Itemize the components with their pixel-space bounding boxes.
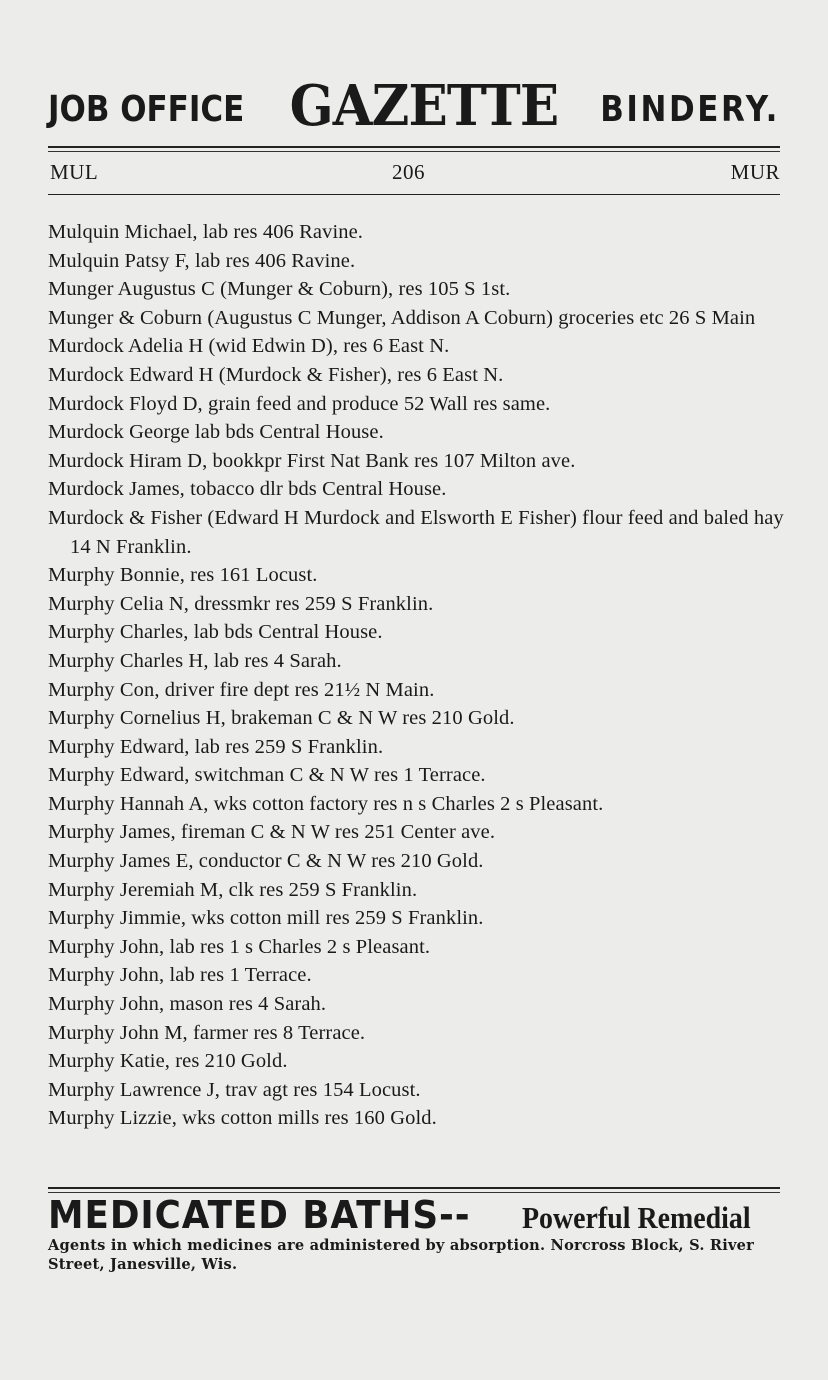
- masthead-right-text: BINDERY.: [600, 89, 780, 130]
- directory-entry: Murphy Hannah A, wks cotton factory res n s Charles 2 s Pleasant.: [48, 792, 604, 815]
- footer-advertisement: [48, 1193, 788, 1274]
- advertisement-tagline: Powerful Remedial: [522, 1200, 751, 1235]
- directory-entry: Murdock George lab bds Central House.: [48, 421, 384, 444]
- directory-entry: Murphy Con, driver fire dept res 21½ N Main.: [48, 678, 435, 701]
- directory-entry: Murphy Lizzie, wks cotton mills res 160 Gold.: [48, 1107, 437, 1130]
- directory-entry: Murphy Bonnie, res 161 Locust.: [48, 564, 318, 587]
- directory-entry: Murphy Jeremiah M, clk res 259 S Franklin.: [48, 878, 418, 901]
- running-head-left-guide: MUL: [50, 160, 99, 184]
- directory-entry: Murphy Edward, switchman C & N W res 1 Terrace.: [48, 764, 486, 787]
- masthead-rule: [48, 146, 780, 148]
- directory-entry: Murphy Lawrence J, trav agt res 154 Locust.: [48, 1078, 421, 1101]
- running-head-rule: [48, 194, 780, 195]
- page-number: 206: [392, 160, 425, 184]
- directory-entry: Murphy John, lab res 1 s Charles 2 s Pleasant.: [48, 935, 431, 958]
- masthead-rule-thin: [48, 151, 780, 152]
- masthead-left-text: JOB OFFICE: [48, 89, 245, 130]
- directory-entry: Murphy Charles H, lab res 4 Sarah.: [48, 649, 342, 672]
- running-head-right-guide: MUR: [730, 160, 780, 184]
- directory-entry: Murdock Adelia H (wid Edwin D), res 6 East N.: [48, 335, 450, 358]
- masthead-advertisement: [48, 62, 780, 139]
- masthead-gazette-text: GAZETTE: [289, 73, 558, 139]
- directory-entry: Murphy Katie, res 210 Gold.: [48, 1050, 288, 1073]
- directory-entry: Murdock Edward H (Murdock & Fisher), res 6 East N.: [48, 363, 504, 386]
- directory-entry: Mulquin Michael, lab res 406 Ravine.: [48, 221, 364, 243]
- directory-entry: Murphy James, fireman C & N W res 251 Center ave.: [48, 821, 496, 844]
- advertisement-rule: [48, 1187, 780, 1189]
- directory-entry: Munger Augustus C (Munger & Coburn), res 105 S 1st.: [48, 278, 511, 301]
- directory-entry: Murdock Hiram D, bookkpr First Nat Bank res 107 Milton ave.: [48, 449, 576, 472]
- directory-entry: Murphy John M, farmer res 8 Terrace.: [48, 1021, 366, 1044]
- directory-entry: Murdock Floyd D, grain feed and produce 52 Wall res same.: [48, 392, 551, 415]
- advertisement-body: Agents in which medicines are administered by absorption. Norcross Block, S. River Street, Janesville, Wis.: [48, 1237, 755, 1273]
- advertisement-headline-row: [48, 1193, 788, 1237]
- directory-entry: Murphy Cornelius H, brakeman C & N W res 210 Gold.: [48, 707, 515, 730]
- directory-entry: Murphy John, lab res 1 Terrace.: [48, 964, 312, 987]
- running-head: [50, 158, 780, 188]
- directory-entry: Murdock & Fisher (Edward H Murdock and Elsworth E Fisher) flour feed and baled hay 14 N Franklin.: [48, 506, 784, 558]
- directory-entry: Murphy John, mason res 4 Sarah.: [48, 993, 327, 1016]
- directory-entry: Munger & Coburn (Augustus C Munger, Addison A Coburn) groceries etc 26 S Main: [48, 306, 756, 329]
- directory-entry: Murphy Celia N, dressmkr res 259 S Franklin.: [48, 592, 434, 615]
- advertisement-headline: MEDICATED BATHS--: [48, 1193, 471, 1237]
- directory-entry: Murdock James, tobacco dlr bds Central House.: [48, 478, 447, 501]
- directory-entry: Murphy Jimmie, wks cotton mill res 259 S Franklin.: [48, 907, 484, 930]
- directory-entry: Murphy James E, conductor C & N W res 210 Gold.: [48, 850, 484, 873]
- directory-entries: [48, 218, 784, 1133]
- directory-entry: Murphy Edward, lab res 259 S Franklin.: [48, 735, 384, 758]
- directory-entry: Murphy Charles, lab bds Central House.: [48, 621, 383, 644]
- directory-entry: Mulquin Patsy F, lab res 406 Ravine.: [48, 249, 356, 272]
